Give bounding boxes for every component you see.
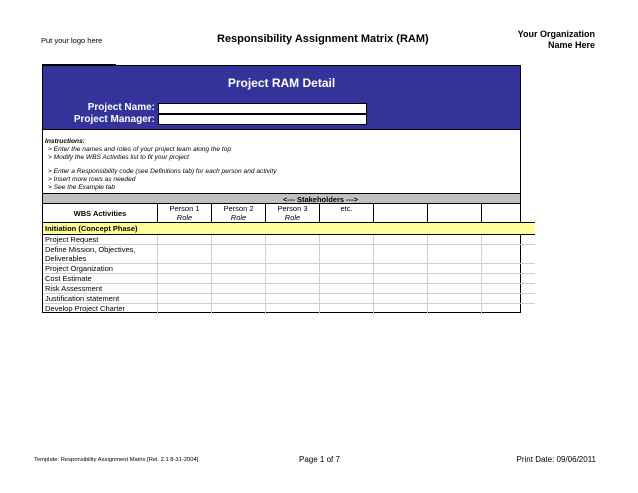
responsibility-cell[interactable] bbox=[212, 274, 266, 284]
activity-row bbox=[43, 264, 535, 274]
role-cell[interactable] bbox=[428, 213, 482, 223]
responsibility-cell[interactable] bbox=[482, 254, 536, 264]
stakeholders-label: <--- Stakeholders ---> bbox=[283, 195, 359, 204]
responsibility-cell[interactable] bbox=[266, 304, 320, 314]
responsibility-cell[interactable] bbox=[320, 274, 374, 284]
stakeholders-band bbox=[43, 193, 520, 204]
responsibility-cell[interactable] bbox=[266, 245, 320, 255]
activity-label[interactable]: Project Organization bbox=[43, 264, 158, 274]
detail-title: Project RAM Detail bbox=[227, 76, 336, 90]
activity-row bbox=[43, 284, 535, 294]
role-cell[interactable] bbox=[320, 213, 374, 223]
activity-label[interactable]: Justification statement bbox=[43, 294, 158, 304]
activity-label[interactable]: Cost Estimate bbox=[43, 274, 158, 284]
responsibility-cell[interactable] bbox=[212, 245, 266, 255]
instruction-line: > Enter the names and roles of your project team along the top bbox=[48, 146, 232, 154]
responsibility-cell[interactable] bbox=[158, 235, 212, 245]
responsibility-cell[interactable] bbox=[158, 274, 212, 284]
person-cell[interactable] bbox=[374, 204, 428, 213]
responsibility-cell[interactable] bbox=[482, 235, 536, 245]
org-line-2: Name Here bbox=[547, 40, 595, 50]
responsibility-cell[interactable] bbox=[158, 245, 212, 255]
responsibility-cell[interactable] bbox=[482, 294, 536, 304]
responsibility-cell[interactable] bbox=[374, 304, 428, 314]
responsibility-cell[interactable] bbox=[266, 284, 320, 294]
responsibility-cell[interactable] bbox=[374, 284, 428, 294]
page-title: Responsibility Assignment Matrix (RAM) bbox=[217, 33, 429, 45]
activity-label[interactable]: Define Mission, Objectives, bbox=[43, 245, 158, 255]
ram-grid bbox=[43, 204, 535, 313]
organization-name bbox=[518, 29, 595, 51]
responsibility-cell[interactable] bbox=[428, 274, 482, 284]
activity-row bbox=[43, 304, 535, 314]
activity-label[interactable]: Deliverables bbox=[45, 254, 87, 263]
responsibility-cell[interactable] bbox=[428, 304, 482, 314]
logo-placeholder: Put your logo here bbox=[41, 36, 103, 45]
instruction-line: > Enter a Responsibility code (see Definitions tab) for each person and activity bbox=[48, 167, 277, 175]
footer-print-date: Print Date: 09/06/2011 bbox=[516, 455, 596, 464]
responsibility-cell[interactable] bbox=[374, 294, 428, 304]
role-cell[interactable]: Role bbox=[158, 213, 212, 223]
instruction-line: > Modify the WBS Activities list to fit your project bbox=[48, 154, 190, 162]
wbs-activities-header: WBS Activities bbox=[43, 204, 158, 223]
responsibility-cell[interactable] bbox=[428, 254, 482, 264]
phase-label: Initiation (Concept Phase) bbox=[43, 223, 535, 235]
activity-row bbox=[43, 274, 535, 284]
responsibility-cell[interactable] bbox=[428, 245, 482, 255]
footer-page-number: Page 1 of 7 bbox=[299, 455, 340, 464]
responsibility-cell[interactable] bbox=[374, 264, 428, 274]
responsibility-cell[interactable] bbox=[374, 245, 428, 255]
activity-label[interactable]: Project Request bbox=[43, 235, 158, 245]
responsibility-cell[interactable] bbox=[266, 294, 320, 304]
person-cell[interactable]: Person 1 bbox=[158, 204, 212, 213]
activity-label[interactable]: Risk Assessment bbox=[43, 284, 158, 294]
responsibility-cell[interactable] bbox=[320, 294, 374, 304]
footer-template-info: Template: Responsibility Assignment Matrix [Rel. 2.1 8-31-2004] bbox=[34, 457, 199, 463]
role-cell[interactable] bbox=[374, 213, 428, 223]
person-cell[interactable] bbox=[482, 204, 536, 213]
responsibility-cell[interactable] bbox=[212, 264, 266, 274]
responsibility-cell[interactable] bbox=[428, 264, 482, 274]
project-manager-label: Project Manager: bbox=[73, 114, 155, 125]
activity-row bbox=[43, 245, 535, 255]
instructions-label: Instructions: bbox=[45, 138, 85, 145]
person-cell[interactable] bbox=[428, 204, 482, 213]
instructions-block bbox=[43, 129, 520, 193]
person-cell[interactable]: Person 3 bbox=[266, 204, 320, 213]
responsibility-cell[interactable] bbox=[266, 274, 320, 284]
org-line-1: Your Organization bbox=[517, 29, 595, 39]
activity-label[interactable]: Develop Project Charter bbox=[43, 304, 158, 314]
responsibility-cell[interactable] bbox=[212, 235, 266, 245]
responsibility-cell[interactable] bbox=[158, 284, 212, 294]
detail-header-band bbox=[43, 66, 520, 129]
activity-row bbox=[43, 235, 535, 245]
instruction-line: > Insert more rows as needed bbox=[48, 175, 136, 183]
responsibility-cell[interactable] bbox=[428, 235, 482, 245]
responsibility-cell[interactable] bbox=[320, 264, 374, 274]
phase-row bbox=[43, 223, 535, 235]
responsibility-cell[interactable] bbox=[482, 304, 536, 314]
person-cell[interactable]: Person 2 bbox=[212, 204, 266, 213]
responsibility-cell[interactable] bbox=[212, 254, 266, 264]
responsibility-cell[interactable] bbox=[482, 264, 536, 274]
project-name-label: Project Name: bbox=[87, 102, 155, 113]
responsibility-cell[interactable] bbox=[158, 264, 212, 274]
responsibility-cell[interactable] bbox=[320, 284, 374, 294]
responsibility-cell[interactable] bbox=[482, 274, 536, 284]
instruction-line: > See the Example tab bbox=[48, 184, 115, 192]
responsibility-cell[interactable] bbox=[212, 294, 266, 304]
project-manager-field[interactable] bbox=[158, 114, 367, 125]
responsibility-cell[interactable] bbox=[320, 245, 374, 255]
responsibility-cell[interactable] bbox=[320, 304, 374, 314]
role-cell[interactable]: Role bbox=[266, 213, 320, 223]
responsibility-cell[interactable] bbox=[212, 304, 266, 314]
responsibility-cell[interactable] bbox=[266, 235, 320, 245]
responsibility-cell[interactable] bbox=[374, 274, 428, 284]
person-cell[interactable]: etc. bbox=[320, 204, 374, 213]
responsibility-cell[interactable] bbox=[158, 294, 212, 304]
activity-row bbox=[43, 294, 535, 304]
responsibility-cell[interactable] bbox=[374, 235, 428, 245]
responsibility-cell[interactable] bbox=[428, 284, 482, 294]
responsibility-cell[interactable] bbox=[158, 254, 212, 264]
responsibility-cell[interactable] bbox=[482, 284, 536, 294]
responsibility-cell[interactable] bbox=[482, 245, 536, 255]
person-header-row bbox=[43, 204, 535, 213]
responsibility-cell[interactable] bbox=[320, 254, 374, 264]
responsibility-cell[interactable] bbox=[266, 264, 320, 274]
responsibility-cell[interactable] bbox=[428, 294, 482, 304]
role-cell[interactable]: Role bbox=[212, 213, 266, 223]
project-name-field[interactable] bbox=[158, 103, 367, 114]
responsibility-cell[interactable] bbox=[320, 235, 374, 245]
responsibility-cell[interactable] bbox=[266, 254, 320, 264]
responsibility-cell[interactable] bbox=[374, 254, 428, 264]
activity-row-continued bbox=[43, 254, 535, 264]
responsibility-cell[interactable] bbox=[158, 304, 212, 314]
role-cell[interactable] bbox=[482, 213, 536, 223]
responsibility-cell[interactable] bbox=[212, 284, 266, 294]
